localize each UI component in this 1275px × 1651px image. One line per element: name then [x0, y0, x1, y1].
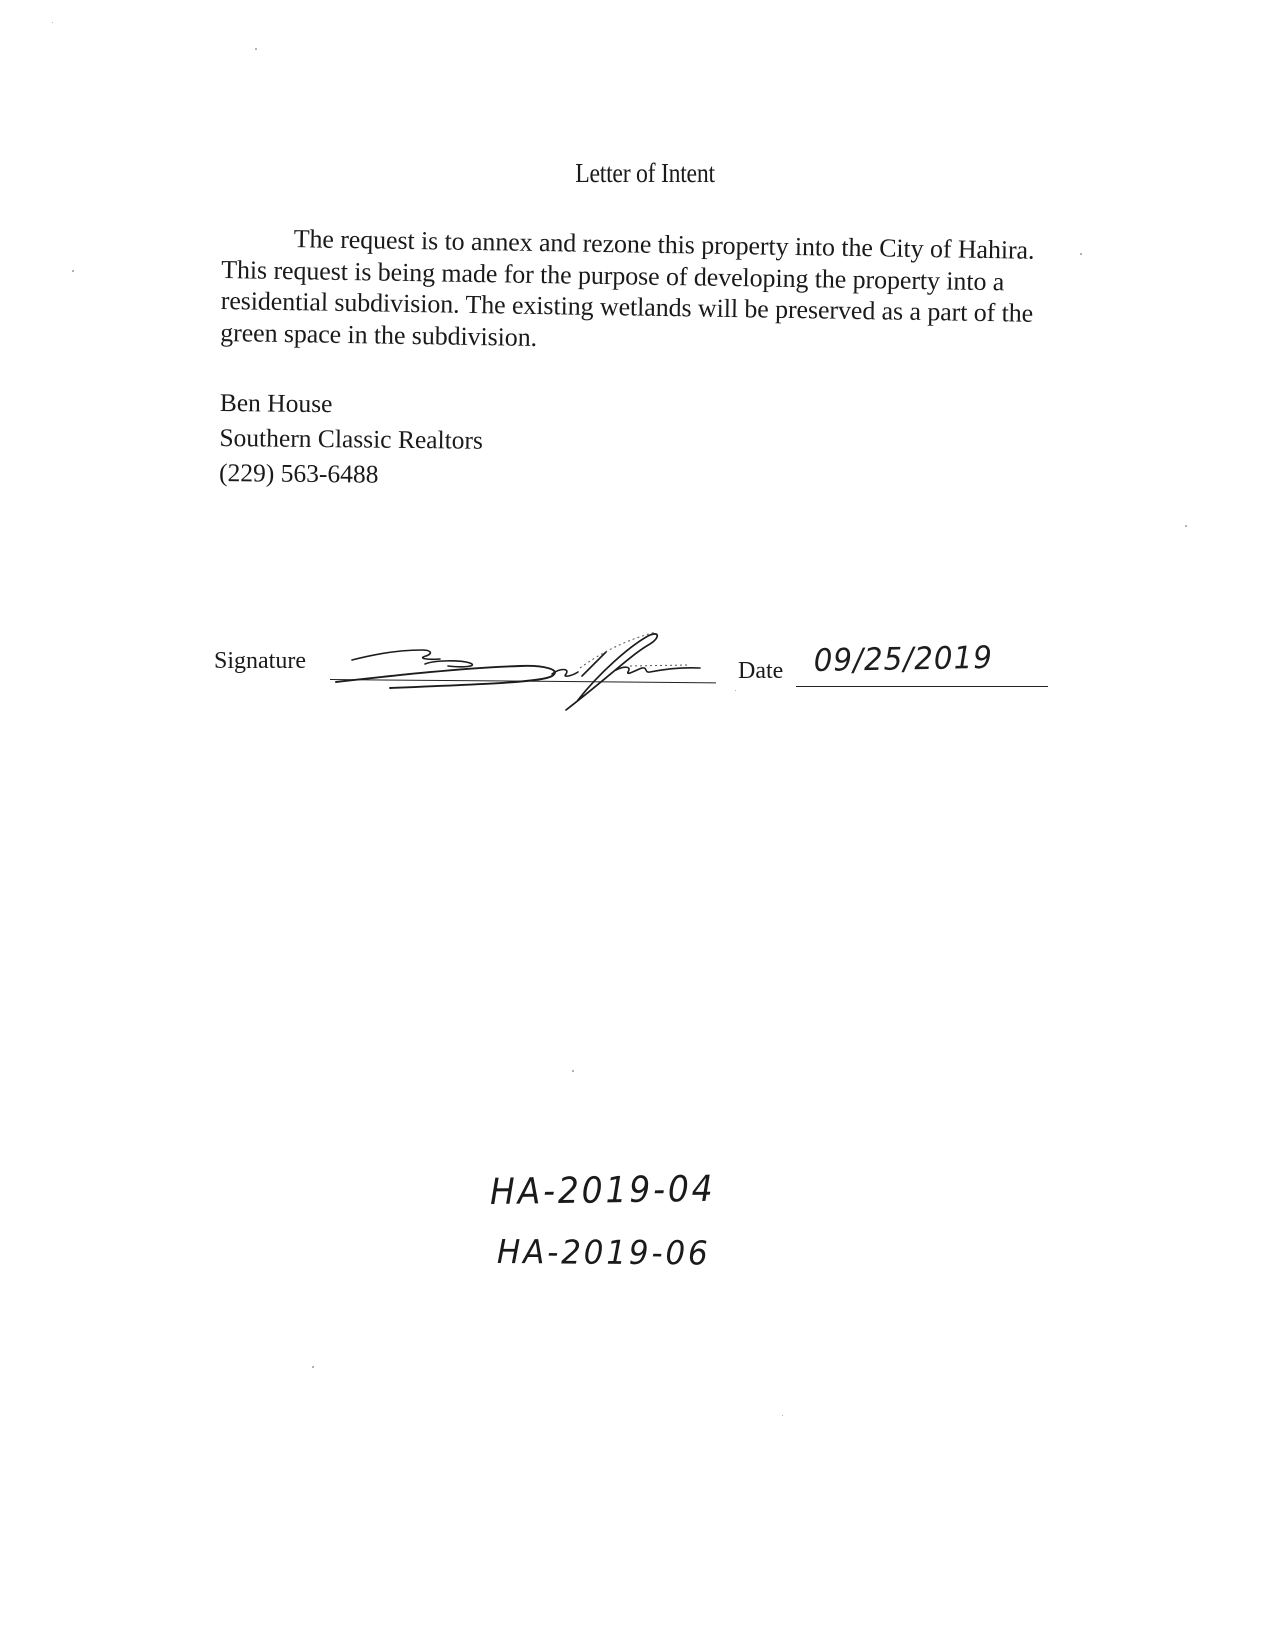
signature-row [214, 640, 1054, 710]
scan-speck [312, 1366, 314, 1368]
handwritten-date: 09/25/2019 [813, 639, 994, 679]
scan-speck [72, 270, 74, 272]
document-title: Letter of Intent [575, 158, 715, 188]
date-line [796, 686, 1048, 687]
scan-speck [1185, 525, 1187, 527]
scan-speck [782, 1415, 783, 1416]
scan-speck [572, 1070, 574, 1072]
letter-body [220, 222, 1042, 361]
date-label: Date [738, 658, 784, 684]
contact-block [219, 385, 484, 493]
handwritten-case-number: HA-2019-06 [496, 1232, 711, 1273]
contact-name: Ben House [219, 387, 333, 419]
scan-speck [1080, 253, 1082, 255]
scan-speck [255, 48, 257, 50]
signature-label: Signature [214, 648, 306, 674]
body-paragraph: The request is to annex and rezone this property into the City of Hahira. This request is being made for the purpose of developing the property into a residential subdivision. The existing wetlands will be preserved as a part of the green space in the subdivision. [220, 224, 1035, 352]
handwritten-signature-icon [330, 610, 730, 720]
scan-speck [52, 22, 53, 23]
handwritten-case-number: HA-2019-04 [489, 1168, 716, 1213]
contact-company: Southern Classic Realtors [219, 422, 484, 455]
contact-phone: (229) 563-6488 [218, 457, 379, 489]
